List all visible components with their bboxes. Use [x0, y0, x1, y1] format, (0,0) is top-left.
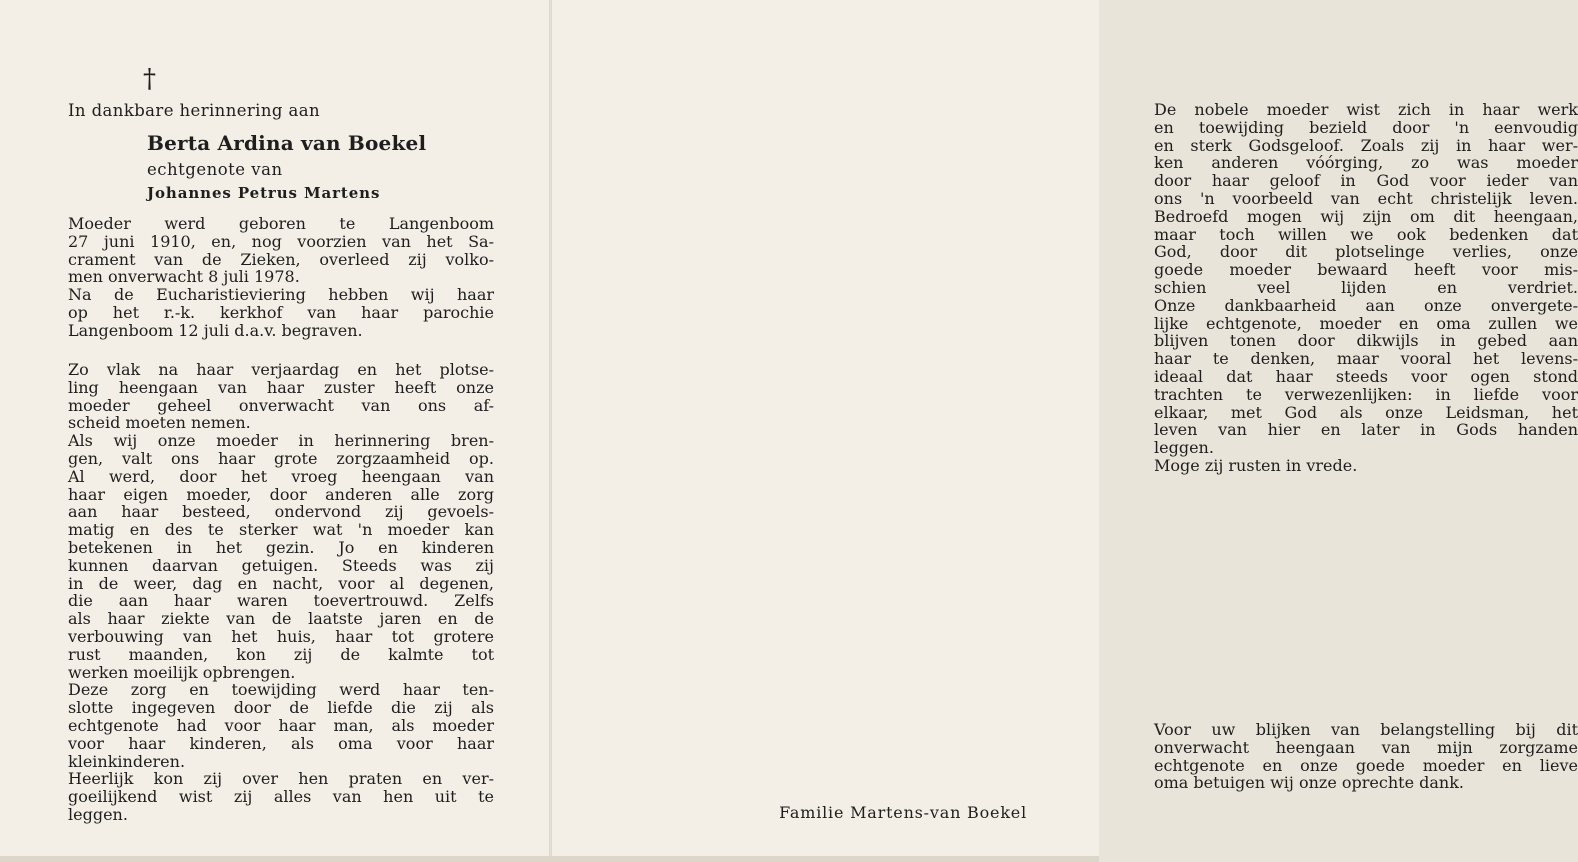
cross-icon: † [143, 64, 156, 94]
text-line: Deze zorg en toewijding werd haar ten- [68, 680, 494, 700]
text-line: crament van de Zieken, overleed zij volko- [68, 249, 494, 269]
text-line: door haar geloof in God voor ieder van [1154, 171, 1578, 191]
text-line: ling heengaan van haar zuster heeft onze [68, 377, 494, 397]
text-line: slotte ingegeven door de liefde die zij als [68, 698, 494, 718]
text-line: leggen. [1154, 438, 1214, 458]
text-line: scheid moeten nemen. [68, 413, 251, 433]
text-line: schien veel lijden en verdriet. [1154, 277, 1578, 297]
spouse-of-label: echtgenote van [147, 160, 283, 179]
text-line: verbouwing van het huis, haar tot grotere [68, 626, 494, 646]
text-line: matig en des te sterker wat 'n moeder kan [68, 520, 494, 540]
text-line: echtgenote en onze goede moeder en lieve [1154, 755, 1578, 775]
remembrance-paragraph [68, 361, 494, 824]
text-line: oma betuigen wij onze oprechte dank. [1154, 773, 1464, 793]
text-line: rust maanden, kon zij de kalmte tot [68, 644, 494, 664]
text-line: in de weer, dag en nacht, voor al degenen, [68, 573, 494, 593]
text-line: leven van hier en later in Gods handen [1154, 420, 1578, 440]
text-line: die aan haar waren toevertrouwd. Zelfs [68, 591, 494, 611]
text-line: echtgenote had voor haar man, als moeder [68, 715, 494, 735]
text-line: en sterk Godsgeloof. Zoals zij in haar wer- [1154, 135, 1578, 155]
text-line: 27 juni 1910, en, nog voorzien van het Sa- [68, 231, 494, 251]
text-line: ken anderen vóórging, zo was moeder [1154, 153, 1578, 173]
text-line: goede moeder bewaard heeft voor mis- [1154, 260, 1578, 280]
text-line: maar toch willen we ook bedenken dat [1154, 224, 1578, 244]
text-line: kleinkinderen. [68, 751, 186, 771]
text-line: Langenboom 12 juli d.a.v. begraven. [68, 320, 363, 340]
text-line: Zo vlak na haar verjaardag en het plotse- [68, 360, 494, 379]
text-line: goeilijkend wist zij alles van hen uit te [68, 787, 494, 807]
left-page [0, 0, 549, 862]
text-line: als haar ziekte van de laatste jaren en de [68, 609, 494, 629]
text-line: betekenen in het gezin. Jo en kinderen [68, 537, 494, 557]
text-line: Voor uw blijken van belangstelling bij dit [1154, 720, 1578, 739]
text-line: op het r.-k. kerkhof van haar parochie [68, 302, 494, 322]
intro-text: In dankbare herinnering aan [68, 101, 320, 120]
text-line: voor haar kinderen, als oma voor haar [68, 733, 494, 753]
deceased-name: Berta Ardina van Boekel [147, 131, 427, 155]
text-line: haar eigen moeder, door anderen alle zorg [68, 484, 494, 504]
faith-paragraph [1154, 101, 1578, 475]
text-line: Na de Eucharistieviering hebben wij haar [68, 285, 494, 305]
biography-paragraph [68, 215, 494, 340]
text-line: Moeder werd geboren te Langenboom [68, 214, 494, 233]
text-line: Als wij onze moeder in herinnering bren- [68, 431, 494, 451]
text-line: werken moeilijk opbrengen. [68, 662, 296, 682]
text-line: kunnen daarvan getuigen. Steeds was zij [68, 555, 494, 575]
text-line: gen, valt ons haar grote zorgzaamheid op. [68, 448, 494, 468]
family-signature: Familie Martens-van Boekel [779, 803, 1027, 822]
spouse-name: Johannes Petrus Martens [147, 184, 381, 202]
text-line: haar te denken, maar vooral het levens- [1154, 349, 1578, 369]
text-line: en toewijding bezield door 'n eenvoudig [1154, 117, 1578, 137]
text-line: Heerlijk kon zij over hen praten en ver- [68, 769, 494, 789]
text-line: lijke echtgenote, moeder en oma zullen we [1154, 313, 1578, 333]
right-page [552, 0, 1578, 862]
thanks-paragraph [1154, 721, 1578, 792]
text-line: Moge zij rusten in vrede. [1154, 455, 1358, 475]
text-line: Onze dankbaarheid aan onze onvergete- [1154, 295, 1578, 315]
text-line: men onverwacht 8 juli 1978. [68, 267, 300, 287]
text-line: aan haar besteed, ondervond zij gevoels- [68, 502, 494, 522]
text-line: onverwacht heengaan van mijn zorgzame [1154, 737, 1578, 757]
text-line: De nobele moeder wist zich in haar werk [1154, 100, 1578, 119]
text-line: ideaal dat haar steeds voor ogen stond [1154, 366, 1578, 386]
text-line: trachten te verwezenlijken: in liefde voor [1154, 384, 1578, 404]
text-line: Bedroefd mogen wij zijn om dit heengaan, [1154, 206, 1578, 226]
text-line: ons 'n voorbeeld van echt christelijk leven. [1154, 188, 1578, 208]
text-line: elkaar, met God als onze Leidsman, het [1154, 402, 1578, 422]
text-line: God, door dit plotselinge verlies, onze [1154, 242, 1578, 262]
text-line: blijven tonen door dikwijls in gebed aan [1154, 331, 1578, 351]
text-line: leggen. [68, 804, 128, 824]
text-line: moeder geheel onverwacht van ons af- [68, 395, 494, 415]
text-line: Al werd, door het vroeg heengaan van [68, 466, 494, 486]
